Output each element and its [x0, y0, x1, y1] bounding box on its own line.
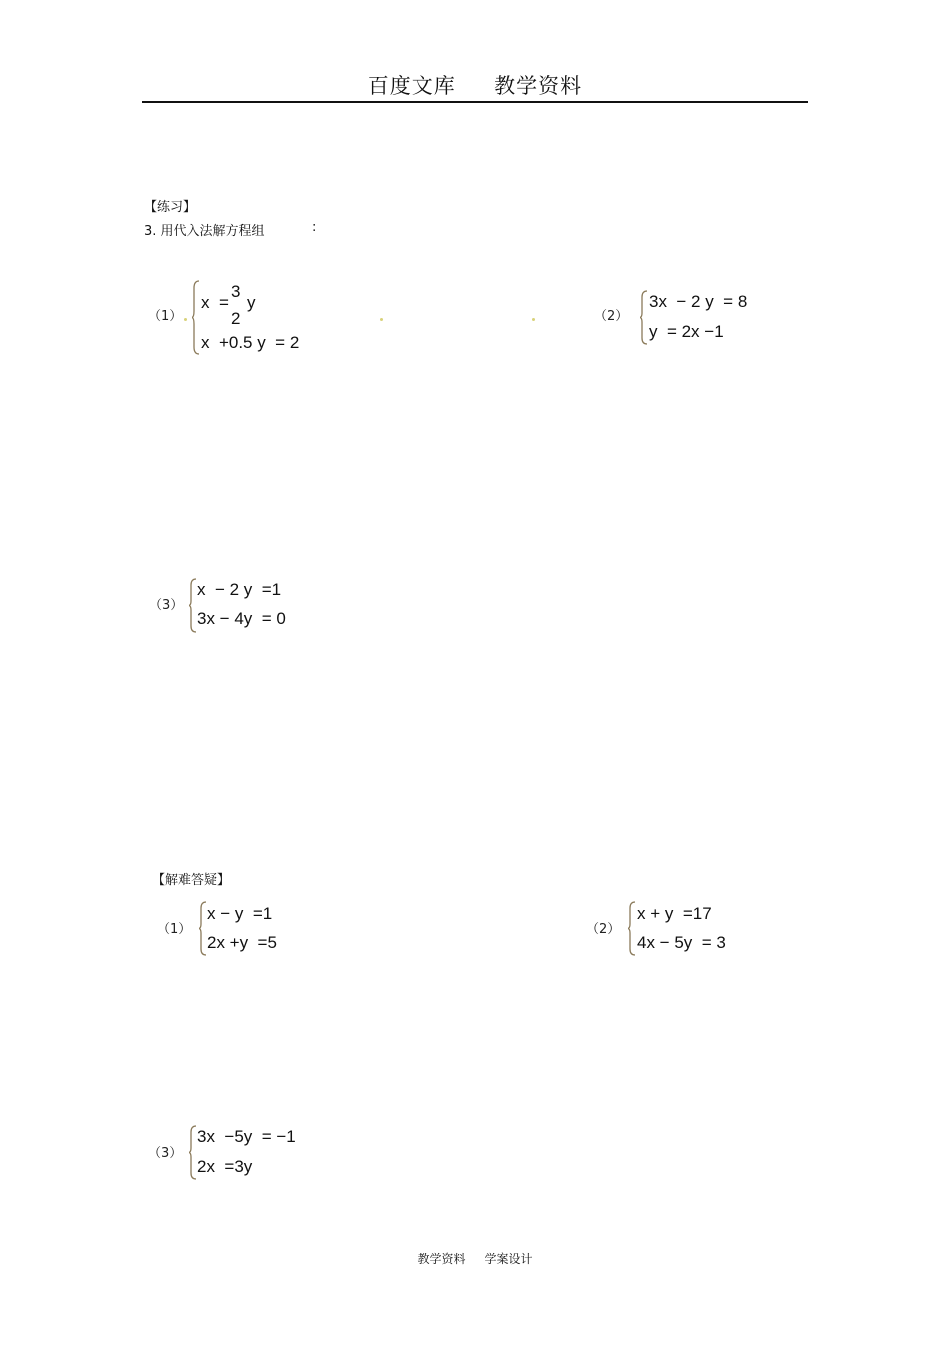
- practice-1-label: （1）: [148, 309, 183, 324]
- practice-3-label: （3）: [149, 598, 184, 613]
- practice-1-frac-num: 3: [231, 282, 241, 301]
- hard-3-eq1: 3x −5y = −1: [197, 1127, 296, 1146]
- hard-2-eq1: x + y =17: [637, 904, 712, 923]
- practice-1-eq1-right: y: [247, 293, 256, 312]
- hard-2-eq2: 4x − 5y = 3: [637, 933, 726, 952]
- hard-1-eq2: 2x +y =5: [207, 933, 277, 952]
- practice-2-eq2: y = 2x −1: [649, 322, 724, 341]
- hard-heading: 【解难答疑】: [152, 873, 231, 888]
- brace-icon: [199, 901, 204, 956]
- practice-1-eq2: x +0.5 y = 2: [201, 333, 300, 352]
- decorative-dot: [380, 318, 383, 321]
- hard-1-label: （1）: [157, 922, 192, 937]
- brace-icon: [192, 280, 197, 355]
- practice-heading: 【练习】: [144, 200, 197, 215]
- page-footer: 教学资料 学案设计: [417, 1252, 533, 1266]
- practice-1-frac-den: 2: [231, 309, 241, 328]
- practice-2-label: （2）: [594, 309, 629, 324]
- page-header-title: 百度文库 教学资料: [367, 74, 583, 98]
- brace-icon: [189, 1125, 194, 1180]
- practice-3-eq2: 3x − 4y = 0: [197, 609, 286, 628]
- header-divider: [142, 101, 808, 103]
- hard-1-eq1: x − y =1: [207, 904, 273, 923]
- hard-2-label: （2）: [586, 922, 621, 937]
- hard-3-eq2: 2x =3y: [197, 1157, 253, 1176]
- hard-3-label: （3）: [148, 1146, 183, 1161]
- brace-icon: [628, 901, 633, 956]
- brace-icon: [189, 578, 194, 633]
- practice-3-eq1: x − 2 y =1: [197, 580, 282, 599]
- practice-instruction-colon: :: [312, 220, 317, 235]
- brace-icon: [640, 290, 645, 345]
- decorative-dot: [184, 318, 187, 321]
- practice-1-eq1-left: x =: [201, 293, 229, 312]
- practice-2-eq1: 3x − 2 y = 8: [649, 292, 748, 311]
- practice-instruction: 3. 用代入法解方程组: [144, 224, 265, 239]
- decorative-dot: [532, 318, 535, 321]
